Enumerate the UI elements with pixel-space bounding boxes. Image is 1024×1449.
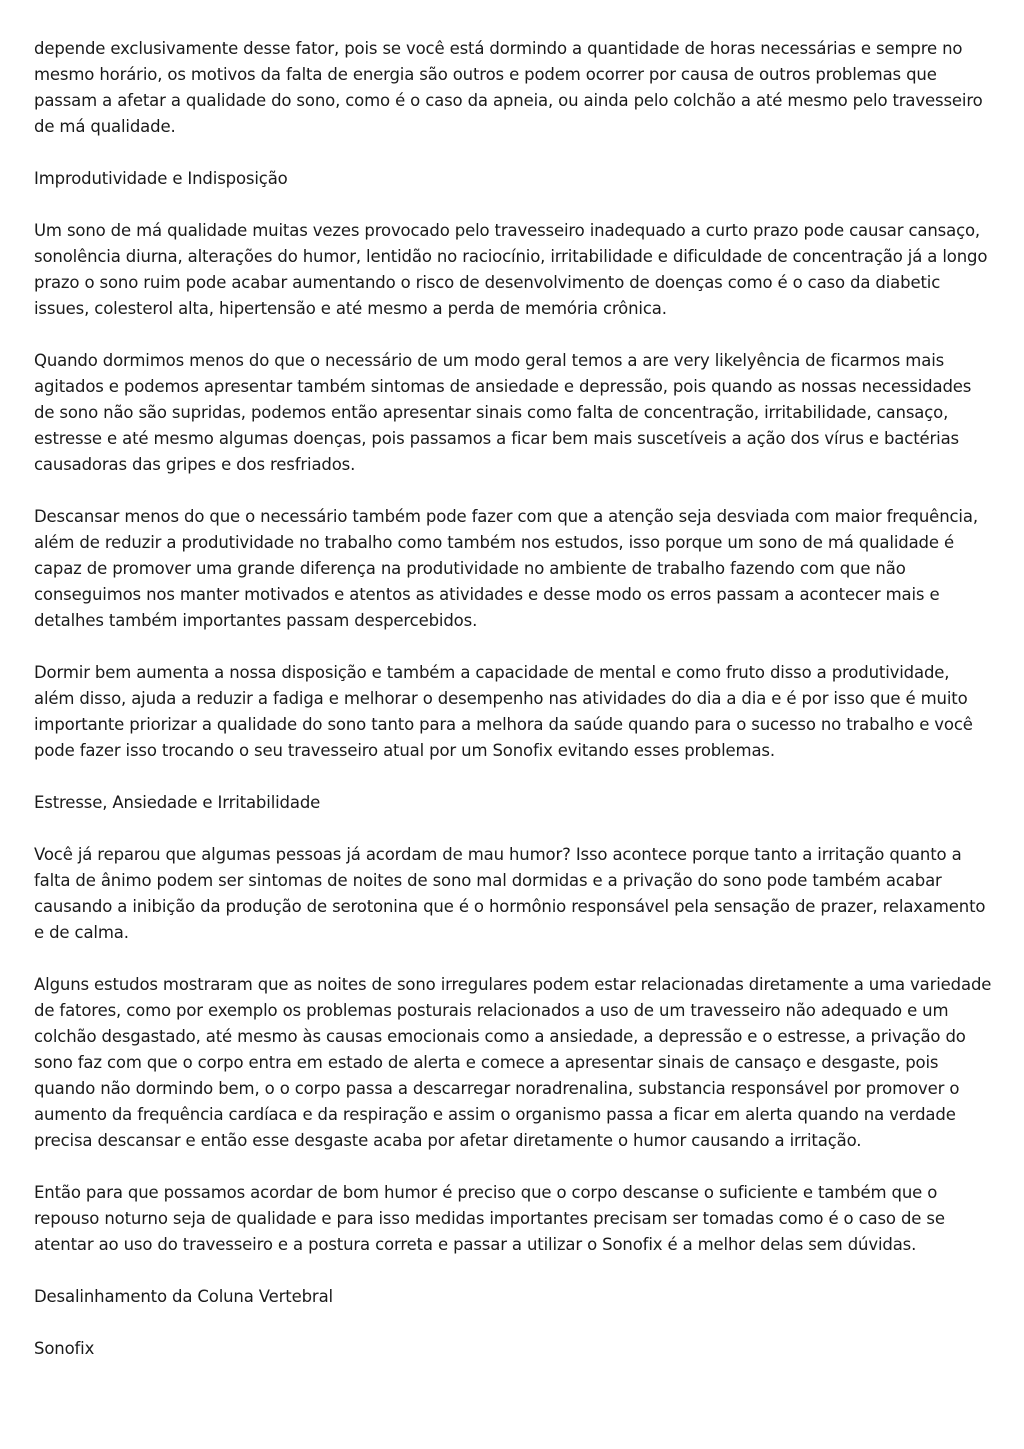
section-heading-sonofix: Sonofix [34, 1339, 95, 1358]
section-heading-desalinhamento: Desalinhamento da Coluna Vertebral [34, 1287, 333, 1306]
section-heading-estresse: Estresse, Ansiedade e Irritabilidade [34, 793, 321, 812]
paragraph: Dormir bem aumenta a nossa disposição e também a capacidade de mental e como fruto disso a produtividade, além disso, ajuda a reduzir a fadiga e melhorar o desempenho nas atividades do dia a dia e é por isso que é muito importante priorizar a qualidade do sono tanto para a melhora da saúde quando para o sucesso no trabalho e você pode fazer isso trocando o seu travesseiro atual por um Sonofix evitando esses problemas. [34, 663, 973, 760]
paragraph: Alguns estudos mostraram que as noites de sono irregulares podem estar relacionadas diretamente a uma variedade de fatores, como por exemplo os problemas posturais relacionados a uso de um travesseiro não adequado e um colchão desgastado, até mesmo às causas emocionais como a ansiedade, a depressão e o estresse, a privação do sono faz com que o corpo entra em estado de alerta e comece a apresentar sinais de cansaço e desgaste, pois quando não dormindo bem, o o corpo passa a descarregar noradrenalina, substancia responsável por promover o aumento da frequência cardíaca e da respiração e assim o organismo passa a ficar em alerta quando na verdade precisa descansar e então esse desgaste acaba por afetar diretamente o humor causando a irritação. [34, 975, 992, 1150]
paragraph: Descansar menos do que o necessário também pode fazer com que a atenção seja desviada com maior frequência, além de reduzir a produtividade no trabalho como também nos estudos, isso porque um sono de má qualidade é capaz de promover uma grande diferença na produtividade no ambiente de trabalho fazendo com que não conseguimos nos manter motivados e atentos as atividades e desse modo os erros passam a acontecer mais e detalhes também importantes passam despercebidos. [34, 507, 978, 630]
paragraph: Você já reparou que algumas pessoas já acordam de mau humor? Isso acontece porque tanto a irritação quanto a falta de ânimo podem ser sintomas de noites de sono mal dormidas e a privação do sono pode também acabar causando a inibição da produção de serotonina que é o hormônio responsável pela sensação de prazer, relaxamento e de calma. [34, 845, 986, 942]
paragraph-continuation: depende exclusivamente desse fator, pois se você está dormindo a quantidade de horas necessárias e sempre no mesmo horário, os motivos da falta de energia são outros e podem ocorrer por causa de outros problemas que passam a afetar a qualidade do sono, como é o caso da apneia, ou ainda pelo colchão a até mesmo pelo travesseiro de má qualidade. [34, 39, 983, 136]
paragraph: Então para que possamos acordar de bom humor é preciso que o corpo descanse o suficiente e também que o repouso noturno seja de qualidade e para isso medidas importantes precisam ser tomadas como é o caso de se atentar ao uso do travesseiro e a postura correta e passar a utilizar o Sonofix é a melhor delas sem dúvidas. [34, 1183, 945, 1254]
document-body [34, 36, 994, 1362]
section-heading-improdutividade: Improdutividade e Indisposição [34, 169, 288, 188]
paragraph: Um sono de má qualidade muitas vezes provocado pelo travesseiro inadequado a curto prazo pode causar cansaço, sonolência diurna, alterações do humor, lentidão no raciocínio, irritabilidade e dificuldade de concentração já a longo prazo o sono ruim pode acabar aumentando o risco de desenvolvimento de doenças como é o caso da diabetic issues, colesterol alta, hipertensão e até mesmo a perda de memória crônica. [34, 221, 988, 318]
paragraph: Quando dormimos menos do que o necessário de um modo geral temos a are very likelyência de ficarmos mais agitados e podemos apresentar também sintomas de ansiedade e depressão, pois quando as nossas necessidades de sono não são supridas, podemos então apresentar sinais como falta de concentração, irritabilidade, cansaço, estresse e até mesmo algumas doenças, pois passamos a ficar bem mais suscetíveis a ação dos vírus e bactérias causadoras das gripes e dos resfriados. [34, 351, 972, 474]
